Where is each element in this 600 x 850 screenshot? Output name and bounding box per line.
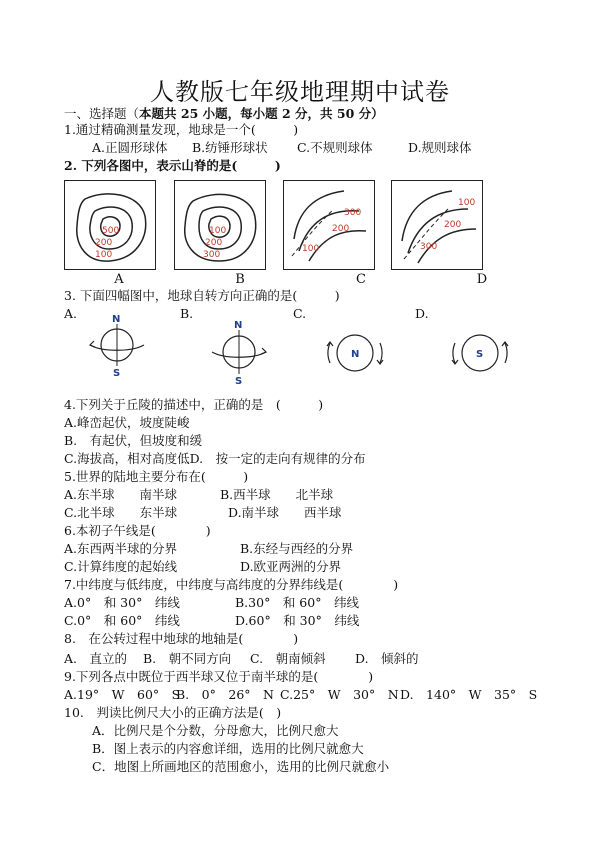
question-10-option-b: B．图上表示的内容愈详细，选用的比例尺就愈大 bbox=[92, 741, 364, 756]
rotation-arrow-left bbox=[453, 343, 455, 363]
contour-figure-a bbox=[64, 180, 156, 270]
question-4-options-cd bbox=[64, 451, 366, 467]
question-1-option-a: A.正圆形球体 bbox=[92, 140, 168, 155]
question-4-option-d: D. 按一定的走向有规律的分布 bbox=[189, 451, 366, 466]
contour-map-c bbox=[284, 181, 374, 269]
question-4-option-a: A.峰峦起伏，坡度陡峻 bbox=[64, 415, 190, 430]
question-8-option-d: D. 倾斜的 bbox=[355, 651, 419, 666]
question-4-stem: 4.下列关于丘陵的描述中，正确的是 ( ) bbox=[64, 397, 324, 412]
question-8-option-c: C. 朝南倾斜 bbox=[250, 651, 326, 666]
earth-rotation-diagram-b bbox=[204, 318, 274, 388]
question-4-option-b: B. 有起伏，但坡度和缓 bbox=[64, 433, 203, 448]
contour-line-1 bbox=[402, 191, 452, 241]
earth-rotation-diagram-a bbox=[82, 310, 152, 380]
question-10-stem: 10. 判读比例尺大小的正确方法是( ) bbox=[64, 705, 282, 720]
contour-label-c-3: 100 bbox=[302, 244, 320, 254]
question-3-option-b: B. bbox=[180, 306, 194, 321]
contour-figure-c bbox=[283, 180, 375, 270]
figure-label-c: C bbox=[356, 272, 366, 287]
section-heading-rules: 本题共 25 小题，每小题 2 分，共 50 分） bbox=[139, 106, 384, 121]
question-9-stem: 9.下列各点中既位于西半球又位于南半球的是( ) bbox=[64, 669, 374, 684]
contour-label-a-1: 500 bbox=[102, 226, 120, 236]
question-6-option-c: C.计算纬度的起始线 bbox=[64, 559, 178, 574]
north-pole-label: N bbox=[351, 349, 360, 360]
north-pole-label: N bbox=[234, 320, 243, 331]
question-7-option-b: B.30° 和 60° 纬线 bbox=[235, 595, 359, 610]
earth-rotation-diagram-d bbox=[445, 318, 515, 388]
question-1-stem: 1.通过精确测量发现，地球是一个( ) bbox=[64, 122, 299, 137]
question-8-option-a: A. 直立的 bbox=[64, 651, 128, 666]
south-pole-label: S bbox=[235, 376, 243, 387]
question-6-option-d: D.欧亚两洲的分界 bbox=[240, 559, 342, 574]
section-heading bbox=[64, 106, 384, 122]
question-8-option-b: B. 朝不同方向 bbox=[143, 651, 232, 666]
figure-label-a: A bbox=[114, 272, 124, 287]
question-7-option-d: D.60° 和 30° 纬线 bbox=[235, 613, 360, 628]
question-6-option-b: B.东经与西经的分界 bbox=[240, 541, 354, 556]
question-6-option-a: A.东西两半球的分界 bbox=[64, 541, 178, 556]
question-6-stem: 6.本初子午线是( ) bbox=[64, 523, 211, 538]
question-1-option-d: D.规则球体 bbox=[408, 140, 472, 155]
contour-label-a-2: 200 bbox=[95, 238, 113, 248]
contour-map-d bbox=[392, 181, 482, 269]
exam-title: 人教版七年级地理期中试卷 bbox=[150, 78, 450, 106]
rotation-arrowhead bbox=[90, 341, 95, 347]
question-3-option-d: D. bbox=[415, 306, 429, 321]
question-5-option-b: B.西半球 北半球 bbox=[220, 487, 334, 502]
question-8-stem: 8. 在公转过程中地球的地轴是( ) bbox=[64, 631, 299, 646]
question-3-stem: 3. 下面四幅图中，地球自转方向正确的是( ) bbox=[64, 288, 340, 303]
question-9-option-a: A.19° W 60° S bbox=[64, 687, 181, 702]
question-1-option-b: B.纺锤形球状 bbox=[192, 140, 268, 155]
north-pole-label: N bbox=[112, 314, 121, 325]
contour-label-c-2: 200 bbox=[332, 224, 350, 234]
contour-label-b-1: 100 bbox=[209, 226, 227, 236]
contour-label-b-3: 300 bbox=[203, 250, 221, 260]
question-5-option-d: D.南半球 西半球 bbox=[228, 505, 342, 520]
contour-label-c-1: 300 bbox=[344, 208, 362, 218]
question-7-option-a: A.0° 和 30° 纬线 bbox=[64, 595, 180, 610]
contour-label-d-3: 300 bbox=[420, 242, 438, 252]
rotation-arrow-right bbox=[380, 343, 382, 363]
question-9-option-d: D. 140° W 35° S bbox=[400, 687, 538, 702]
question-10-option-c: C．地图上所画地区的范围愈小，选用的比例尺就愈小 bbox=[92, 759, 390, 774]
south-pole-label: S bbox=[476, 349, 484, 360]
contour-label-d-1: 100 bbox=[458, 198, 476, 208]
rotation-arrowhead bbox=[261, 348, 266, 354]
section-heading-text: 一、选择题（ bbox=[64, 106, 140, 121]
question-7-option-c: C.0° 和 60° 纬线 bbox=[64, 613, 180, 628]
question-5-option-c: C.北半球 东半球 bbox=[64, 505, 178, 520]
question-10-option-a: A．比例尺是个分数，分母愈大，比例尺愈大 bbox=[92, 723, 339, 738]
contour-figure-b bbox=[174, 180, 266, 270]
question-4-option-c: C.海拔高，相对高度低 bbox=[64, 451, 190, 466]
figure-label-b: B bbox=[235, 272, 245, 287]
question-9-option-b: B. 0° 26° N bbox=[176, 687, 274, 702]
question-5-stem: 5.世界的陆地主要分布在( ) bbox=[64, 469, 249, 484]
contour-label-b-2: 200 bbox=[205, 238, 223, 248]
question-1-option-c: C.不规则球体 bbox=[297, 140, 373, 155]
question-7-stem: 7.中纬度与低纬度，中纬度与高纬度的分界纬线是( ) bbox=[64, 577, 399, 592]
question-9-option-c: C.25° W 30° N bbox=[280, 687, 399, 702]
south-pole-label: S bbox=[113, 368, 121, 379]
question-3-option-a: A. bbox=[64, 306, 78, 321]
contour-label-d-2: 200 bbox=[444, 220, 462, 230]
contour-map-a bbox=[65, 181, 155, 269]
earth-rotation-diagram-c bbox=[320, 318, 390, 388]
question-3-option-c: C. bbox=[293, 306, 307, 321]
rotation-arrow-left bbox=[328, 343, 330, 363]
figure-label-d: D bbox=[476, 272, 488, 287]
question-2-stem: 2. 下列各图中，表示山脊的是( ) bbox=[64, 158, 281, 173]
rotation-arrow-right bbox=[505, 343, 507, 363]
contour-figure-d bbox=[391, 180, 483, 270]
contour-label-a-3: 100 bbox=[95, 250, 113, 260]
contour-map-b bbox=[175, 181, 265, 269]
question-5-option-a: A.东半球 南半球 bbox=[64, 487, 178, 502]
